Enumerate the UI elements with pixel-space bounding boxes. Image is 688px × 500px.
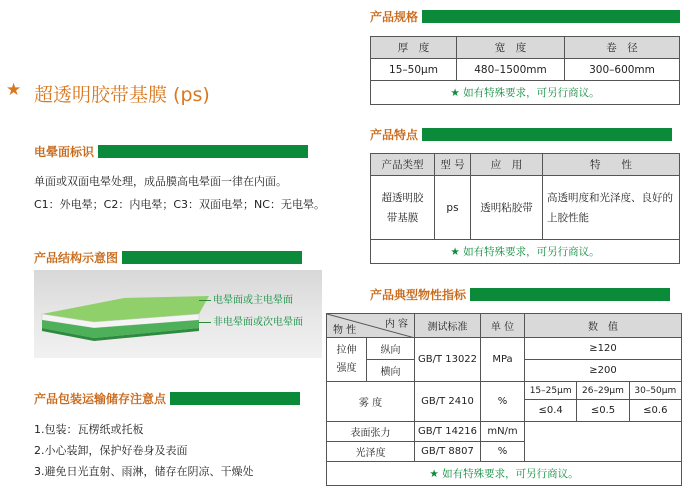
haze-unit: % <box>481 382 525 422</box>
haze-value: ≤0.6 <box>629 400 681 422</box>
props-header-corner <box>327 314 415 338</box>
spec-heading-label: 产品规格 <box>370 9 419 24</box>
features-heading-bar <box>422 128 672 141</box>
tensile-td: 横向 <box>367 360 415 382</box>
spec-header: 宽 度 <box>457 37 565 59</box>
haze-range: 15–25μm <box>525 382 577 400</box>
haze-range: 26–29μm <box>577 382 629 400</box>
packaging-heading <box>34 390 300 406</box>
packaging-heading-bar <box>170 392 300 405</box>
tensile-md-value: ≥120 <box>525 338 682 360</box>
features-header: 型 号 <box>435 154 471 176</box>
packaging-heading-label: 产品包装运输储存注意点 <box>34 391 167 406</box>
structure-heading-label: 产品结构示意图 <box>34 250 119 265</box>
tensile-md: 纵向 <box>367 338 415 360</box>
structure-heading <box>34 249 302 265</box>
props-heading-bar <box>470 288 670 301</box>
features-model: ps <box>435 176 471 240</box>
packaging-item: 3.避免日光直射、雨淋，储存在阴凉、干燥处 <box>34 465 254 478</box>
structure-diagram <box>34 270 322 358</box>
haze-value: ≤0.5 <box>577 400 629 422</box>
tension-label: 表面张力 <box>327 422 415 442</box>
leader-line-top <box>199 300 211 301</box>
features-type: 超透明胶带基膜 <box>371 176 435 240</box>
tensile-standard: GB/T 13022 <box>415 338 481 382</box>
props-note: ★ 如有特殊要求，可另行商议。 <box>327 462 682 486</box>
features-note: ★ 如有特殊要求，可另行商议。 <box>371 240 680 264</box>
props-header-value: 数 值 <box>525 314 682 338</box>
tensile-td-value: ≥200 <box>525 360 682 382</box>
gloss-unit: % <box>481 442 525 462</box>
props-header-property: 物 性 <box>333 325 357 336</box>
tension-value-empty <box>525 422 682 442</box>
tension-unit: mN/m <box>481 422 525 442</box>
corona-line-2: C1：外电晕；C2：内电晕；C3：双面电晕；NC：无电晕。 <box>34 198 325 211</box>
page-title: 超透明胶带基膜 (ps) <box>34 84 210 106</box>
features-heading <box>370 126 672 142</box>
leader-line-bottom <box>199 322 211 323</box>
tensile-label: 拉伸强度 <box>327 338 367 382</box>
spec-note: ★ 如有特殊要求，可另行商议。 <box>371 81 680 105</box>
features-header: 产品类型 <box>371 154 435 176</box>
spec-header: 厚 度 <box>371 37 457 59</box>
spec-cell: 300–600mm <box>565 59 680 81</box>
props-header-unit: 单 位 <box>481 314 525 338</box>
haze-value: ≤0.4 <box>525 400 577 422</box>
props-heading <box>370 286 670 302</box>
gloss-value-empty <box>525 442 682 462</box>
tension-standard: GB/T 14216 <box>415 422 481 442</box>
props-header-standard: 测试标准 <box>415 314 481 338</box>
title-star-icon: ★ <box>6 80 22 100</box>
features-heading-label: 产品特点 <box>370 127 419 142</box>
features-property: 高透明度和光泽度、良好的上胶性能 <box>543 176 680 240</box>
props-heading-label: 产品典型物性指标 <box>370 287 467 302</box>
label-top-surface: 电晕面或主电晕面 <box>213 295 293 306</box>
corona-heading-bar <box>98 145 308 158</box>
structure-heading-bar <box>122 251 302 264</box>
features-table <box>370 153 680 264</box>
gloss-standard: GB/T 8807 <box>415 442 481 462</box>
packaging-item: 2.小心装卸，保护好卷身及表面 <box>34 444 188 457</box>
spec-heading-bar <box>422 10 680 23</box>
haze-label: 雾 度 <box>327 382 415 422</box>
features-header: 应 用 <box>471 154 543 176</box>
haze-standard: GB/T 2410 <box>415 382 481 422</box>
packaging-item: 1.包装：瓦楞纸或托板 <box>34 423 144 436</box>
tensile-unit: MPa <box>481 338 525 382</box>
label-bottom-surface: 非电晕面或次电晕面 <box>213 317 303 328</box>
spec-cell: 15–50μm <box>371 59 457 81</box>
gloss-label: 光泽度 <box>327 442 415 462</box>
film-layers-illustration <box>34 270 322 358</box>
corona-heading <box>34 143 308 159</box>
props-table <box>326 313 682 486</box>
features-application: 透明粘胶带 <box>471 176 543 240</box>
spec-cell: 480–1500mm <box>457 59 565 81</box>
corona-heading-label: 电晕面标识 <box>34 144 95 159</box>
props-header-content: 内 容 <box>384 319 408 330</box>
corona-line-1: 单面或双面电晕处理，成品膜高电晕面一律在内面。 <box>34 175 287 188</box>
haze-range: 30–50μm <box>629 382 681 400</box>
features-header: 特 性 <box>543 154 680 176</box>
spec-table <box>370 36 680 105</box>
spec-heading <box>370 8 680 24</box>
spec-header: 卷 径 <box>565 37 680 59</box>
